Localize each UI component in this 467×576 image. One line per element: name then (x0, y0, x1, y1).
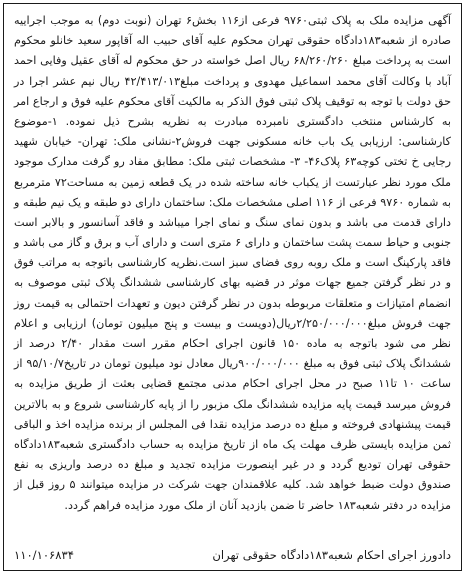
notice-code: ۱۱۰/۱۰۶۸۳۴ (14, 548, 74, 562)
notice-body: آگهی مزایده ملک به پلاک ثبتی۹۷۶۰ فرعی از۱۱۶ بخش۶ تهران (نوبت دوم) به موجب اجراییه صادره از شعبه۱۸۳دادگاه حقوقی تهران محکوم علیه آقای حبیب اله آقاپور سعید خانلو محکوم است به پرداخت مبلغ ۶۸/۲۶۰/۲۶۰ ریال اصل خواسته در حق محکوم له آقای عقیل وفایی احمد آباد با وکالت آقای محمد اسماعیل مهدوی و پرداخت مبلغ۴۲/۴۱۳/۰۱۳ ریال نیم عشر اجرا در حق دولت با توجه به توقیف پلاک ثبتی فوق الذکر به مالکیت آقای محکوم علیه فوق و ارجاع امر به کارشناس منتخب دادگستری نامبرده مبادرت به نظریه بشرح ذیل نموده. ۱-موضوع کارشناسی: ارزیابی یک باب خانه مسکونی جهت فروش۲-نشانی ملک: تهران- خیابان شهید رجایی خ تختی کوچه۶۳ پلاک۴۶- ۳- مشخصات ثبتی ملک: مطابق مفاد رو گرفت مدارک موجود ملک مورد نظر عبارتست از یکباب خانه ساخته شده در یک قطعه زمین به مساحت۷۲ مترمربع به شماره ۹۷۶۰ فرعی از ۱۱۶ اصلی مشخصات ملک: ساختمان دارای دو طبقه و یک نیم طبقه و دارای قدمت می باشد و بدون نمای سنگ و نمای اجرا میباشد و فاقد آسانسور و بالابر است جنوبی و حیاط سمت پشت ساختمان و دارای ۶ متری است و دارای آب و برق و گاز می باشد و فاقد پارکینگ است و ملک روبه روی فضای سبز است.نظریه کارشناسی باتوجه به مراتب فوق و در نظر گرفتن جمیع جهات موثر در قضیه بهای کارشناسی ششدانگ پلاک ثبتی موصوف به انضمام امتیازات و متعلقات مربوطه بدون در نظر گرفتن دیون و تعهدات احتمالی به قیمت روز جهت فروش مبلغ۲/۲۵۰/۰۰۰/۰۰۰ریال(دویست و بیست و پنج میلیون تومان) ارزیابی و اعلام نظر می شود باتوجه به ماده ۱۵۰ قانون اجرای احکام مقرر است مقدار ۲/۴۰ درصد از ششدانگ پلاک ثبتی فوق به مبلغ ۹۰۰/۰۰۰/۰۰۰ریال معادل نود میلیون تومان در تاریخ۹۵/۱۰/۷ از ساعت ۱۰ تا۱۱ صبح در محل اجرای احکام مدنی مجتمع قضایی بعثت از طریق مزایده به فروش میرسد قیمت پایه مزایده ششدانگ ملک مزبور را از پایه کارشناسی شروع و به بالاترین قیمت پیشنهادی فروخته و مبلغ ده درصد مزایده نقدا فی المجلس از برنده مزایده اخذ و الباقی ثمن مزایده بایستی ظرف مهلت یک ماه از تاریخ مزایده به حساب دادگستری شعبه۱۸۳دادگاه حقوقی تهران تودیع گردد و در غیر اینصورت مزایده تجدید و مبلغ ده درصد واریزی به نفع صندوق دولت ضبط خواهد شد. کلیه علاقمندان جهت شرکت در مزایده میتوانند ۵ روز قبل از مزایده در دفتر شعبه۱۸۳ حاضر تا ضمن بازدید آنان از ملک مورد مزایده فراهم گردد. (14, 14, 452, 512)
notice-signature: دادورز اجرای احکام شعبه۱۸۳دادگاه حقوقی تهران (212, 548, 451, 562)
notice-footer (14, 545, 451, 565)
notice-frame (3, 3, 462, 571)
